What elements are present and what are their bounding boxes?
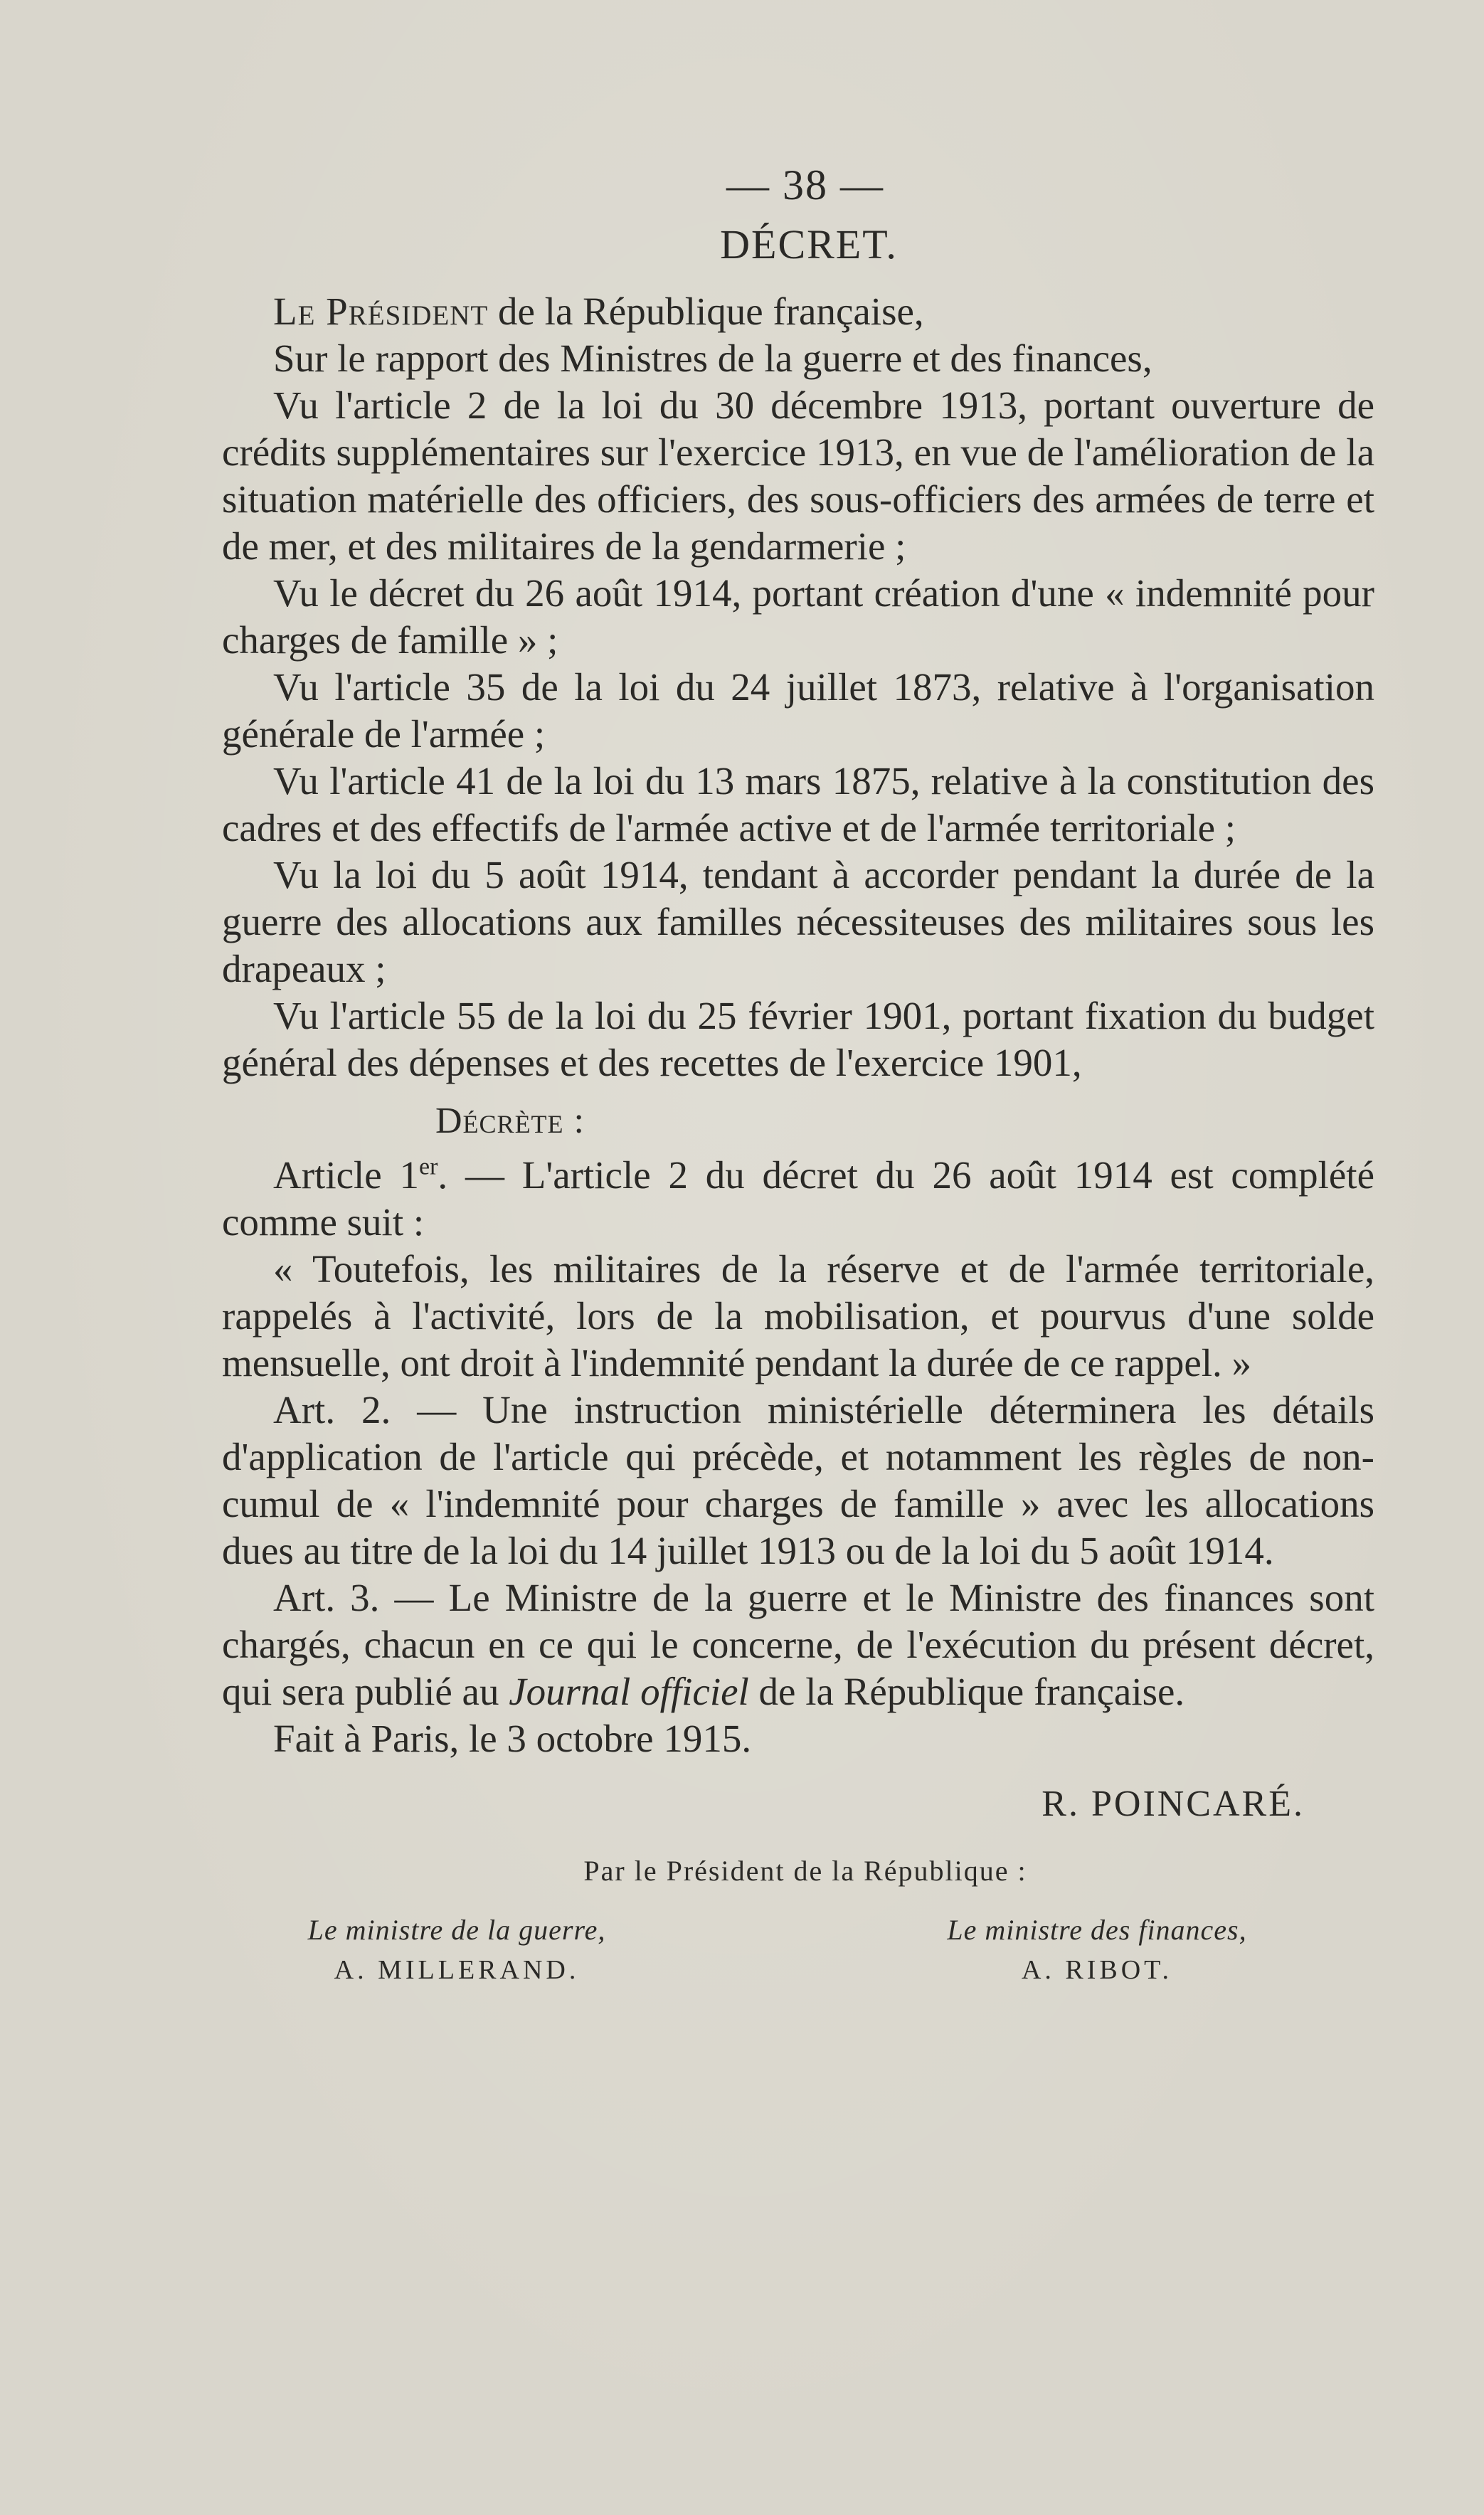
- document-title: DÉCRET.: [720, 221, 898, 268]
- decree-text: [222, 164, 1374, 2010]
- fait-a-paris: Fait à Paris, le 3 octobre 1915.: [273, 1717, 752, 1760]
- minister-guerre-role: Le ministre de la guerre,: [307, 1914, 606, 1946]
- par-le-president: Par le Président de la République :: [583, 1855, 1027, 1887]
- article-2: Art. 2. — Une instruction ministérielle déterminera les détails d'application de l'article qui précède, et notamment les règles de non-cumul de « l'indemnité pour charges de famille » avec les allocations dues au titre de la loi du 14 juillet 1913 ou de la loi du 5 août 1914.: [222, 1388, 1374, 1572]
- article-3-after: de la République française.: [748, 1670, 1185, 1713]
- article-3-before: Art. 3. — Le Ministre de la guerre et le Ministre des finances sont chargés, chacun en ce qui le concerne, de l'exécution du présent décret, qui sera publié au: [222, 1576, 1374, 1713]
- minister-finances-role: Le ministre des finances,: [947, 1914, 1247, 1946]
- preamble-president: [222, 288, 1374, 335]
- page-number: — 38 —: [726, 162, 884, 208]
- signature-poincare: R. POINCARÉ.: [1042, 1784, 1305, 1824]
- preamble-vu-decret-1914: Vu le décret du 26 août 1914, portant création d'une « indemnité pour charges de famille » ;: [222, 571, 1374, 662]
- article-3: [222, 1574, 1374, 1715]
- article-1-sup: er: [419, 1153, 438, 1180]
- preamble-vu-loi-1901: Vu l'article 55 de la loi du 25 février 1901, portant fixation du budget général des dépenses et des recettes de l'exercice 1901,: [222, 994, 1374, 1084]
- decrete-heading: Décrète :: [435, 1101, 585, 1141]
- minister-guerre: [208, 1910, 706, 1990]
- journal-officiel: Journal officiel: [509, 1670, 749, 1713]
- president-label: Le Président: [273, 290, 489, 333]
- preamble-vu-loi-aout-1914: Vu la loi du 5 août 1914, tendant à accorder pendant la durée de la guerre des allocations aux familles nécessiteuses des militaires sous les drapeaux ;: [222, 853, 1374, 990]
- preamble-vu-loi-1873: Vu l'article 35 de la loi du 24 juillet 1873, relative à l'organisation générale de l'armée ;: [222, 665, 1374, 756]
- preamble-vu-loi-1913: Vu l'article 2 de la loi du 30 décembre 1913, portant ouverture de crédits supplémentaires sur l'exercice 1913, en vue de l'amélioration de la situation matérielle des officiers, des sous-officiers des armées de terre et de mer, et des militaires de la gendarmerie ;: [222, 383, 1374, 568]
- preamble-vu-loi-1875: Vu l'article 41 de la loi du 13 mars 1875, relative à la constitution des cadres et des effectifs de l'armée active et de l'armée territoriale ;: [222, 759, 1374, 849]
- article-1-text: . — L'article 2 du décret du 26 août 1914 est complété comme suit :: [222, 1153, 1374, 1244]
- ministers-signatures: [222, 1910, 1374, 2010]
- minister-guerre-name: A. MILLERAND.: [334, 1955, 580, 1985]
- minister-finances-name: A. RIBOT.: [1021, 1955, 1173, 1985]
- preamble-rapport: Sur le rapport des Ministres de la guerre et des finances,: [273, 337, 1152, 380]
- article-1-lead: Article 1: [273, 1153, 419, 1197]
- article-1: [222, 1152, 1374, 1246]
- minister-finances: [848, 1910, 1346, 1990]
- article-1-quote: « Toutefois, les militaires de la réserve et de l'armée territoriale, rappelés à l'activité, lors de la mobilisation, et pourvus d'une solde mensuelle, ont droit à l'indemnité pendant la durée de ce rappel. »: [222, 1247, 1374, 1384]
- president-rest: de la République française,: [488, 290, 924, 333]
